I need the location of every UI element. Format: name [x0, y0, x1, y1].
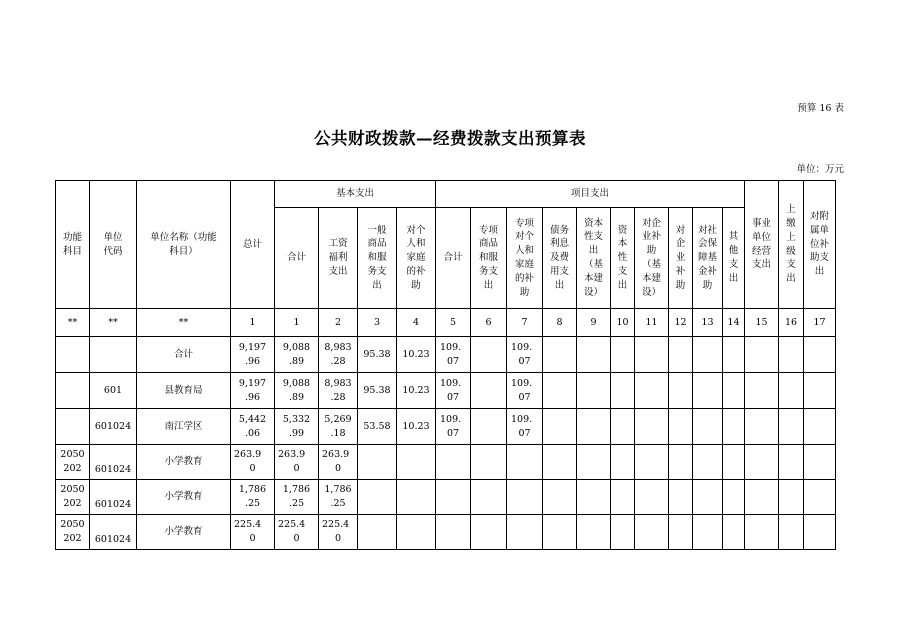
wages-cell: 5,269 .18 — [319, 409, 358, 445]
total-cell: 225.4 0 — [231, 515, 275, 550]
unit-code-cell: 601024 — [90, 480, 137, 515]
proj-personal-cell: 109. 07 — [507, 337, 543, 373]
proj-personal-cell — [507, 480, 543, 515]
basic-total-cell: 5,332 .99 — [275, 409, 319, 445]
total-cell: 9,197 .96 — [231, 337, 275, 373]
wages-cell: 225.4 0 — [319, 515, 358, 550]
header-basic-total: 合计 — [275, 208, 319, 309]
index-cell: 5 — [436, 309, 471, 337]
basic-total-cell: 1,786 .25 — [275, 480, 319, 515]
proj-total-cell: 109. 07 — [436, 373, 471, 409]
unit-code-cell: 601024 — [90, 515, 137, 550]
goods-cell — [358, 445, 397, 480]
basic-total-cell: 263.9 0 — [275, 445, 319, 480]
header-capital-basic: 资本性支出（基本建设） — [577, 208, 611, 309]
index-cell: 7 — [507, 309, 543, 337]
proj-personal-cell: 109. 07 — [507, 409, 543, 445]
unit-name-cell: 小学教育 — [137, 480, 231, 515]
index-cell: 12 — [669, 309, 693, 337]
header-unit-code: 单位代码 — [90, 181, 137, 309]
header-unit-name: 单位名称（功能科目） — [137, 181, 231, 309]
goods-cell: 53.58 — [358, 409, 397, 445]
index-cell: 1 — [231, 309, 275, 337]
index-cell: 14 — [723, 309, 745, 337]
wages-cell: 1,786 .25 — [319, 480, 358, 515]
func-subject-cell — [56, 409, 90, 445]
index-cell: 11 — [635, 309, 669, 337]
basic-total-cell: 225.4 0 — [275, 515, 319, 550]
goods-cell — [358, 480, 397, 515]
table-row — [56, 373, 836, 409]
total-cell: 9,197 .96 — [231, 373, 275, 409]
header-total: 总计 — [231, 181, 275, 309]
proj-personal-cell: 109. 07 — [507, 373, 543, 409]
proj-total-cell — [436, 480, 471, 515]
header-proj-goods: 专项商品和服务支出 — [471, 208, 507, 309]
wages-cell: 8,983 .28 — [319, 373, 358, 409]
unit-code-cell: 601024 — [90, 445, 137, 480]
wages-cell: 8,983 .28 — [319, 337, 358, 373]
goods-cell — [358, 515, 397, 550]
header-social: 对社会保障基金补助 — [693, 208, 723, 309]
table-row — [56, 337, 836, 373]
proj-personal-cell — [507, 515, 543, 550]
index-cell: 3 — [358, 309, 397, 337]
func-subject-cell: 2050 202 — [56, 480, 90, 515]
index-cell: 6 — [471, 309, 507, 337]
index-cell: 2 — [319, 309, 358, 337]
unit-code-cell — [90, 337, 137, 373]
proj-goods-cell — [471, 373, 507, 409]
personal-cell — [397, 445, 436, 480]
proj-total-cell: 109. 07 — [436, 337, 471, 373]
header-wages: 工资福利支出 — [319, 208, 358, 309]
header-biz-op: 事业单位经营支出 — [745, 181, 779, 309]
unit-name-cell: 南江学区 — [137, 409, 231, 445]
page-title: 公共财政拨款—经费拨款支出预算表 — [314, 129, 586, 148]
personal-cell: 10.23 — [397, 409, 436, 445]
index-cell: 13 — [693, 309, 723, 337]
header-enterprise-basic: 对企业补助（基本建设） — [635, 208, 669, 309]
personal-cell — [397, 515, 436, 550]
header-proj-personal: 专项对个人和家庭的补助 — [507, 208, 543, 309]
unit-name-cell: 小学教育 — [137, 515, 231, 550]
header-upper: 上缴上级支出 — [779, 181, 804, 309]
header-proj-total: 合计 — [436, 208, 471, 309]
proj-goods-cell — [471, 515, 507, 550]
header-debt: 债务利息及费用支出 — [543, 208, 577, 309]
goods-cell: 95.38 — [358, 373, 397, 409]
budget-table — [55, 180, 836, 550]
header-capital: 资本性支出 — [611, 208, 635, 309]
func-subject-cell — [56, 337, 90, 373]
index-cell: 9 — [577, 309, 611, 337]
personal-cell: 10.23 — [397, 373, 436, 409]
table-row — [56, 445, 836, 480]
index-cell: 4 — [397, 309, 436, 337]
header-enterprise: 对企业补助 — [669, 208, 693, 309]
basic-total-cell: 9,088 .89 — [275, 373, 319, 409]
total-cell: 1,786 .25 — [231, 480, 275, 515]
table-row — [56, 409, 836, 445]
index-cell: 16 — [779, 309, 804, 337]
header-other: 其他支出 — [723, 208, 745, 309]
proj-goods-cell — [471, 337, 507, 373]
personal-cell — [397, 480, 436, 515]
header-project: 项目支出 — [436, 181, 745, 208]
personal-cell: 10.23 — [397, 337, 436, 373]
header-basic: 基本支出 — [275, 181, 436, 208]
proj-goods-cell — [471, 480, 507, 515]
unit-code-cell: 601 — [90, 373, 137, 409]
unit-label: 单位：万元 — [796, 164, 844, 175]
index-cell: 10 — [611, 309, 635, 337]
index-cell: ** — [90, 309, 137, 337]
proj-goods-cell — [471, 445, 507, 480]
proj-total-cell: 109. 07 — [436, 409, 471, 445]
index-cell: 8 — [543, 309, 577, 337]
header-func-subject: 功能科目 — [56, 181, 90, 309]
goods-cell: 95.38 — [358, 337, 397, 373]
index-cell: ** — [137, 309, 231, 337]
unit-code-cell: 601024 — [90, 409, 137, 445]
index-cell: 15 — [745, 309, 779, 337]
unit-name-cell: 小学教育 — [137, 445, 231, 480]
index-row — [56, 309, 836, 337]
header-personal: 对个人和家庭的补助 — [397, 208, 436, 309]
index-cell: 1 — [275, 309, 319, 337]
index-cell: 17 — [804, 309, 836, 337]
index-cell: ** — [56, 309, 90, 337]
table-number: 预算 16 表 — [797, 103, 844, 114]
func-subject-cell: 2050 202 — [56, 445, 90, 480]
proj-goods-cell — [471, 409, 507, 445]
table-row — [56, 480, 836, 515]
unit-name-cell: 县教育局 — [137, 373, 231, 409]
total-cell: 5,442 .06 — [231, 409, 275, 445]
proj-personal-cell — [507, 445, 543, 480]
proj-total-cell — [436, 445, 471, 480]
table-row — [56, 515, 836, 550]
func-subject-cell — [56, 373, 90, 409]
unit-name-cell: 合计 — [137, 337, 231, 373]
basic-total-cell: 9,088 .89 — [275, 337, 319, 373]
total-cell: 263.9 0 — [231, 445, 275, 480]
header-subsidiary: 对附属单位补助支出 — [804, 181, 836, 309]
wages-cell: 263.9 0 — [319, 445, 358, 480]
proj-total-cell — [436, 515, 471, 550]
func-subject-cell: 2050 202 — [56, 515, 90, 550]
header-goods: 一般商品和服务支出 — [358, 208, 397, 309]
